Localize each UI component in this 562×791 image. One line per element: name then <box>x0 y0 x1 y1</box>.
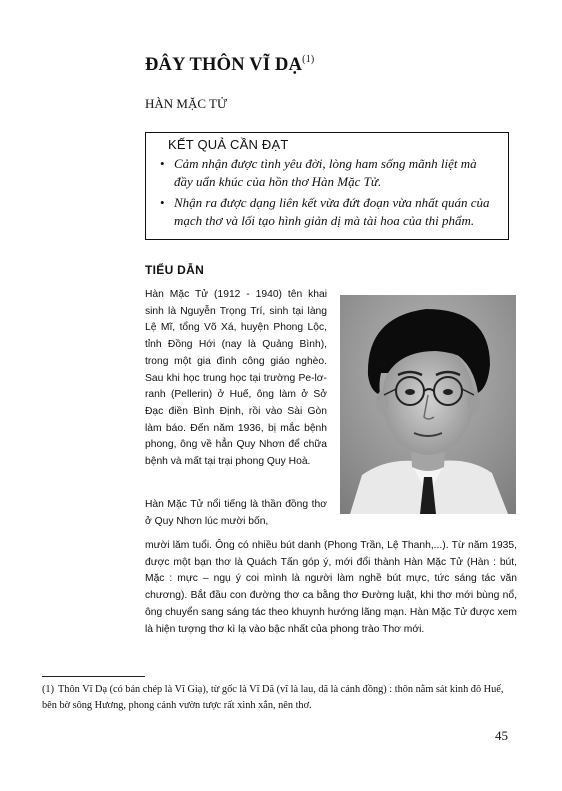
page-number: 45 <box>495 728 508 743</box>
author-name: HÀN MẶC TỬ <box>145 96 228 111</box>
footnote-mark: (1) <box>42 684 55 695</box>
title-footnote-ref: (1) <box>302 54 315 65</box>
author-portrait-photo <box>340 295 516 514</box>
intro-paragraph-2-continued: mười lăm tuổi. Ông có nhiều bút danh (Phong Trần, Lệ Thanh,...). Từ năm 1935, được một bạn thơ là Quách Tấn góp ý, mới đổi thành Hàn Mặc Tử (Hàn : bút, Mặc : mực – ngụ ý coi mình là người làm nghề bút mực, tức sáng tác văn chương). Bắt đầu con đường thơ ca bằng thơ Đường luật, khi thơ mới bùng nổ, ông chuyển sang sáng tác theo khuynh hướng lãng mạn. Hàn Mặc Tử được xem là hiện tượng thơ kì lạ vào bậc nhất của phong trào Thơ mới. <box>145 540 517 635</box>
intro-heading: TIỂU DẪN <box>145 263 205 277</box>
portrait-illustration <box>340 295 516 514</box>
title-text: ĐÂY THÔN VĨ DẠ <box>145 55 303 75</box>
learning-goal-text: Cảm nhận được tình yêu đời, lòng ham sống mãnh liệt mà đầy uẩn khúc của hồn thơ Hàn Mặc Tử. <box>174 156 477 189</box>
learning-goal-text: Nhận ra được dạng liên kết vừa đứt đoạn vừa nhất quán của mạch thơ và lối tạo hình giản dị mà tài hoa của thi phẩm. <box>174 195 490 228</box>
page-title <box>145 54 314 76</box>
intro-paragraph-1: Hàn Mặc Tử (1912 - 1940) tên khai sinh là Nguyễn Trọng Trí, sinh tại làng Lệ Mĩ, tổng Võ Xá, huyện Phong Lộc, tỉnh Đồng Hới (nay là Quảng Bình), trong một gia đình công giáo nghèo. Sau khi học trung học tại trường Pe-lơ-ranh (Pellerin) ở Huế, ông làm ở Sở Đạc điền Bình Định, rồi vào Sài Gòn làm báo. Đến năm 1936, bị mắc bệnh phong, ông về hẳn Quy Nhơn để chữa bệnh và mất tại trại phong Quy Hoà. <box>145 289 327 468</box>
learning-goals-box <box>145 132 509 240</box>
learning-goal-item <box>156 194 498 230</box>
learning-goals-heading: KẾT QUẢ CẦN ĐẠT <box>168 137 289 152</box>
footnote <box>42 682 518 713</box>
intro-paragraph-2: Hàn Mặc Tử nổi tiếng là thần đồng thơ ở Quy Nhơn lúc mười bốn, <box>145 499 327 527</box>
learning-goals-list <box>156 155 498 230</box>
bullet-icon: • <box>160 156 165 171</box>
bullet-icon: • <box>160 195 165 210</box>
learning-goal-item <box>156 155 498 191</box>
footnote-divider <box>42 676 145 677</box>
footnote-text: Thôn Vĩ Dạ (có bản chép là Vĩ Giạ), từ gốc là Vĩ Dã (vĩ là lau, dã là cánh đồng) : thôn nằm sát kinh đô Huế, bên bờ sông Hương, phong cảnh vườn tược rất xinh xắn, nên thơ. <box>42 684 504 711</box>
